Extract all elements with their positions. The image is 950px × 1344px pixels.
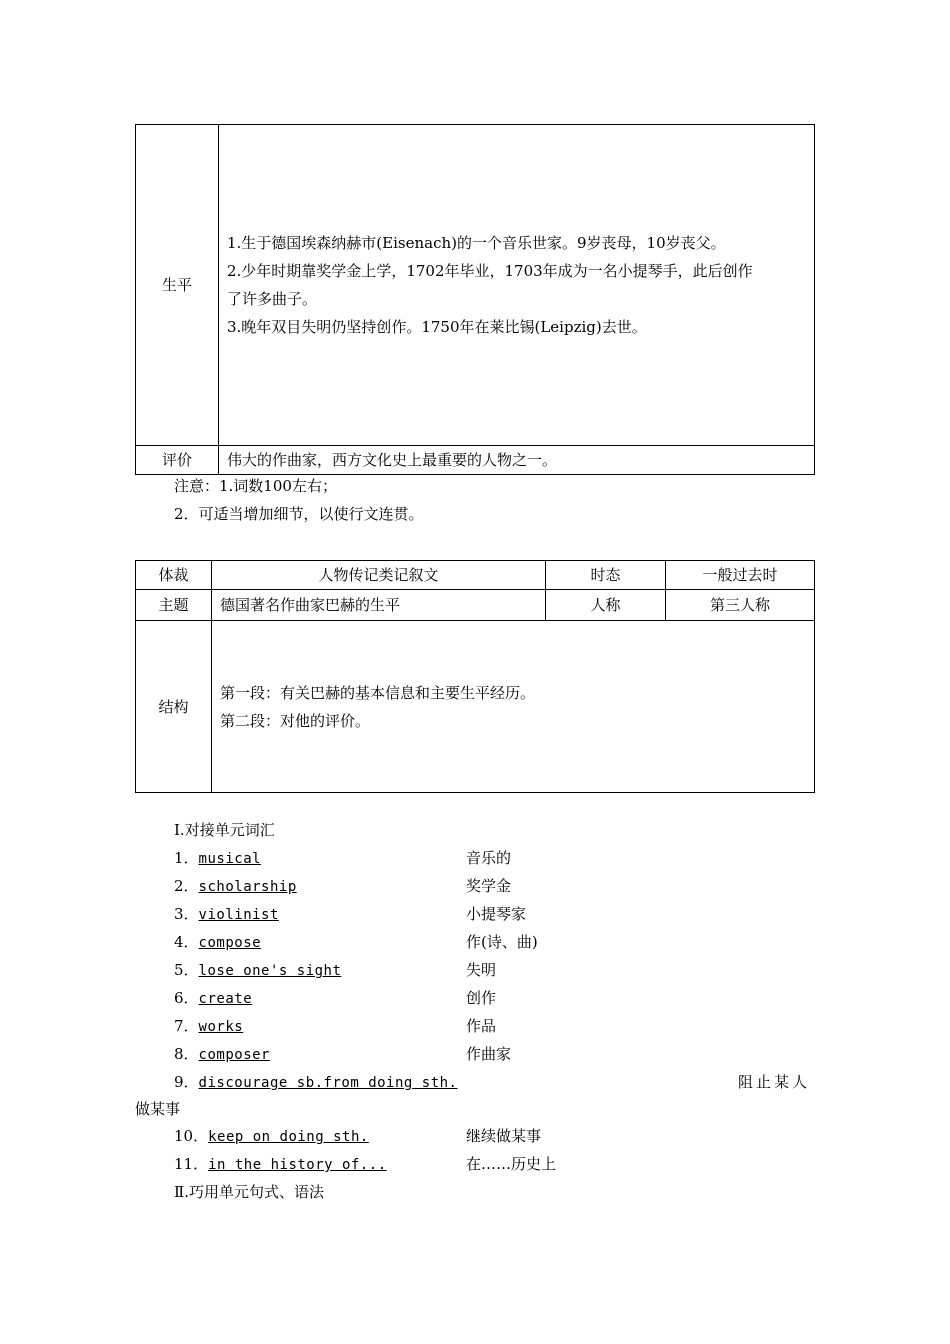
tense-label: 时态 [546,561,666,590]
vocab-item [174,1070,457,1095]
evaluation-text: 伟大的作曲家，西方文化史上最重要的人物之一。 [219,446,815,475]
tense-value: 一般过去时 [666,561,815,590]
vocab-chinese: 作曲家 [466,1045,512,1063]
vocab-english: keep on doing sth. [208,1129,369,1145]
vocab-english: lose one's sight [198,963,342,979]
vocab-number: 6． [174,989,199,1007]
vocab-number: 5． [174,961,199,979]
vocab-chinese: 在……历史上 [466,1155,557,1173]
vocab-number: 3． [174,905,199,923]
genre-value: 人物传记类记叙文 [212,561,546,590]
vocab-number: 2． [174,877,199,895]
vocab-english: scholarship [198,879,297,895]
vocab-item [174,874,297,899]
vocab-english: create [198,991,253,1007]
vocab-item [174,902,279,927]
vocab-english: in the history of... [208,1157,387,1173]
section-2-title: Ⅱ.巧用单元句式、语法 [174,1183,324,1201]
genre-label: 体裁 [136,561,212,590]
life-line-3: 了许多曲子。 [227,290,318,308]
vocab-item [174,1152,387,1177]
vocab-chinese: 作(诗、曲) [466,933,538,951]
vocab-chinese: 失明 [466,961,497,979]
vocab-item [174,1014,243,1039]
vocab-number: 1． [174,849,199,867]
structure-row [136,621,815,793]
life-content [219,125,815,446]
person-value: 第三人称 [666,590,815,621]
vocab-chinese: 阻止某人 [738,1073,811,1091]
vocab-english: works [198,1019,244,1035]
structure-content [212,621,815,793]
life-line-4: 3.晚年双目失明仍坚持创作。1750年在莱比锡(Leipzig)去世。 [227,318,647,336]
vocab-item [174,930,261,955]
vocab-english: composer [198,1047,270,1063]
vocab-item [174,958,341,983]
theme-label: 主题 [136,590,212,621]
structure-line-2: 第二段：对他的评价。 [220,711,371,730]
vocab-english: musical [198,851,262,867]
vocab-english: violinist [198,907,279,923]
vocab-number: 7． [174,1017,199,1035]
writing-plan-table [135,560,815,793]
structure-label: 结构 [136,621,212,793]
evaluation-label: 评价 [136,446,219,475]
vocab-chinese: 小提琴家 [466,905,527,923]
theme-value: 德国著名作曲家巴赫的生平 [212,590,546,621]
vocab-item [174,1124,369,1149]
vocab-number: 10． [174,1127,209,1145]
section-1-title: Ⅰ.对接单元词汇 [174,821,275,839]
evaluation-row [136,446,815,475]
note-line-1: 注意：1.词数100左右； [174,477,337,495]
vocab-chinese: 继续做某事 [466,1127,542,1145]
vocab-number: 8． [174,1045,199,1063]
vocab-item [174,986,252,1011]
vocab-item [174,846,261,871]
vocab-item [174,1042,270,1067]
vocab-chinese: 作品 [466,1017,497,1035]
vocab-number: 4． [174,933,199,951]
vocab-english: compose [198,935,262,951]
vocab-number: 11． [174,1155,209,1173]
person-label: 人称 [546,590,666,621]
vocab-chinese-continued: 做某事 [135,1100,181,1118]
genre-row [136,561,815,590]
vocab-number: 9． [174,1073,199,1091]
bach-life-table [135,124,815,475]
theme-row [136,590,815,621]
life-line-2: 2.少年时期靠奖学金上学，1702年毕业，1703年成为一名小提琴手，此后创作 [227,262,753,280]
structure-line-1: 第一段：有关巴赫的基本信息和主要生平经历。 [220,683,536,702]
vocab-chinese: 音乐的 [466,849,512,867]
life-row [136,125,815,446]
note-line-2: 2．可适当增加细节，以使行文连贯。 [174,505,424,523]
life-label: 生平 [136,125,219,446]
vocab-english: discourage sb.from doing sth. [198,1075,458,1091]
vocab-chinese: 创作 [466,989,497,1007]
vocab-chinese: 奖学金 [466,877,512,895]
life-line-1: 1.生于德国埃森纳赫市(Eisenach)的一个音乐世家。9岁丧母，10岁丧父。 [227,234,726,252]
